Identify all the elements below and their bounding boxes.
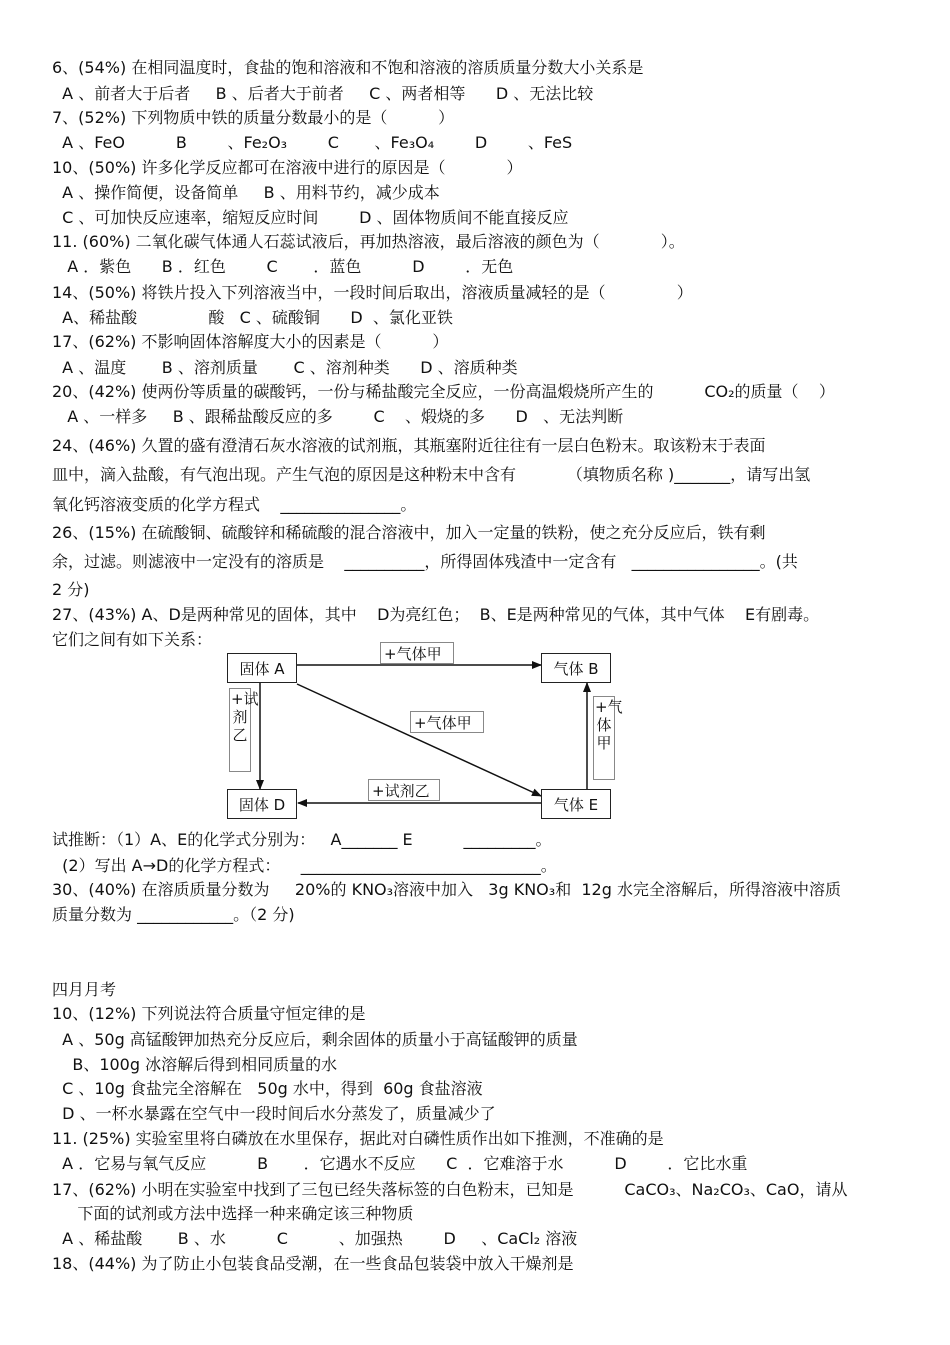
q17-stem: 17、(62%) 不影响固体溶解度大小的因素是（ ） bbox=[52, 332, 449, 351]
node-solid-d: 固体 D bbox=[227, 789, 297, 819]
label-a-to-e: +气体甲 bbox=[414, 714, 472, 732]
q26-line3: 2 分) bbox=[52, 580, 90, 599]
april-q10-stem: 10、(12%) 下列说法符合质量守恒定律的是 bbox=[52, 1004, 366, 1023]
node-gas-e: 气体 E bbox=[541, 789, 611, 819]
april-q17-stem: 17、(62%) 小明在实验室中找到了三包已经失落标签的白色粉末，已知是 CaCO₃、Na₂CO₃、CaO，请从 bbox=[52, 1180, 848, 1199]
q24-line2: 皿中，滴入盐酸，有气泡出现。产生气泡的原因是这种粉末中含有 （填物质名称 )_______，请写出氢 bbox=[52, 465, 811, 484]
node-solid-a: 固体 A bbox=[227, 653, 297, 683]
q11-stem: 11. (60%) 二氧化碳气体通人石蕊试液后，再加热溶液，最后溶液的颜色为（ ）。 bbox=[52, 232, 685, 251]
april-q17-stem-cont: 下面的试剂或方法中选择一种来确定该三种物质 bbox=[52, 1204, 414, 1223]
label-a-to-d: +试剂乙 bbox=[231, 690, 259, 744]
q27-line2: 它们之间有如下关系： bbox=[52, 630, 213, 649]
q10-options-ab: A 、操作简便，设备简单 B 、用料节约，减少成本 bbox=[52, 183, 440, 202]
q20-options: A 、一样多 B 、跟稀盐酸反应的多 C 、煅烧的多 D 、无法判断 bbox=[52, 407, 624, 426]
q27-part2: (2）写出 A→D的化学方程式： ______________________________。 bbox=[52, 856, 557, 875]
q17-options: A 、温度 B 、溶剂质量 C 、溶剂种类 D 、溶质种类 bbox=[52, 358, 518, 377]
q30-line2: 质量分数为 ____________。（2 分) bbox=[52, 905, 295, 924]
q6-stem: 6、(54%) 在相同温度时，食盐的饱和溶液和不饱和溶液的溶质质量分数大小关系是 bbox=[52, 58, 644, 77]
q20-stem: 20、(42%) 使两份等质量的碳酸钙，一份与稀盐酸完全反应，一份高温煅烧所产生的 CO₂的质量（ ） bbox=[52, 382, 835, 401]
q26-line2: 余，过滤。则滤液中一定没有的溶质是 __________，所得固体残渣中一定含有 ________________。(共 bbox=[52, 552, 798, 571]
q10-stem: 10、(50%) 许多化学反应都可在溶液中进行的原因是（ ） bbox=[52, 158, 523, 177]
label-e-to-d: +试剂乙 bbox=[372, 782, 430, 800]
q24-line3: 氧化钙溶液变质的化学方程式 _______________。 bbox=[52, 495, 417, 514]
april-q10-option-d: D 、一杯水暴露在空气中一段时间后水分蒸发了，质量减少了 bbox=[52, 1104, 496, 1123]
april-q11-stem: 11. (25%) 实验室里将白磷放在水里保存，据此对白磷性质作出如下推测，不准确的是 bbox=[52, 1129, 664, 1148]
q24-line1: 24、(46%) 久置的盛有澄清石灰水溶液的试剂瓶，其瓶塞附近往往有一层白色粉末。取该粉末于表面 bbox=[52, 436, 766, 455]
april-q10-option-b: B、100g 冰溶解后得到相同质量的水 bbox=[52, 1055, 338, 1074]
q7-options: A 、FeO B 、Fe₂O₃ C 、Fe₃O₄ D 、FeS bbox=[52, 133, 573, 152]
april-q11-options: A ．它易与氧气反应 B ．它遇水不反应 C ．它难溶于水 D ．它比水重 bbox=[52, 1154, 748, 1173]
q26-line1: 26、(15%) 在硫酸铜、硫酸锌和稀硫酸的混合溶液中，加入一定量的铁粉，使之充分反应后，铁有剩 bbox=[52, 523, 766, 542]
april-q10-option-a: A 、50g 高锰酸钾加热充分反应后，剩余固体的质量小于高锰酸钾的质量 bbox=[52, 1030, 578, 1049]
q7-stem: 7、(52%) 下列物质中铁的质量分数最小的是（ ） bbox=[52, 108, 455, 127]
q14-options: A、稀盐酸 酸 C 、硫酸铜 D 、氯化亚铁 bbox=[52, 308, 453, 327]
q11-options: A ．紫色 B ．红色 C ．蓝色 D ．无色 bbox=[52, 257, 514, 276]
q30-line1: 30、(40%) 在溶质质量分数为 20%的 KNO₃溶液中加入 3g KNO₃和 12g 水完全溶解后，所得溶液中溶质 bbox=[52, 880, 841, 899]
label-e-to-b: +气体甲 bbox=[595, 698, 623, 752]
q6-options: A 、前者大于后者 B 、后者大于前者 C 、两者相等 D 、无法比较 bbox=[52, 84, 594, 103]
april-q10-option-c: C 、10g 食盐完全溶解在 50g 水中，得到 60g 食盐溶液 bbox=[52, 1079, 483, 1098]
q27-line1: 27、(43%) A、D是两种常见的固体，其中 D为亮红色； B、E是两种常见的气体，其中气体 E有剧毒。 bbox=[52, 605, 820, 624]
q10-options-cd: C 、可加快反应速率，缩短反应时间 D 、固体物质间不能直接反应 bbox=[52, 208, 569, 227]
section-title: 四月月考 bbox=[52, 980, 117, 999]
q27-part1: 试推断：（1）A、E的化学式分别为： A_______ E _________。 bbox=[52, 830, 552, 849]
april-q18-stem: 18、(44%) 为了防止小包装食品受潮，在一些食品包装袋中放入干燥剂是 bbox=[52, 1254, 574, 1273]
label-a-to-b: +气体甲 bbox=[384, 645, 442, 663]
q14-stem: 14、(50%) 将铁片投入下列溶液当中，一段时间后取出，溶液质量减轻的是（ ） bbox=[52, 283, 693, 302]
april-q17-options: A 、稀盐酸 B 、水 C 、加强热 D 、CaCl₂ 溶液 bbox=[52, 1229, 578, 1248]
node-gas-b: 气体 B bbox=[541, 653, 611, 683]
